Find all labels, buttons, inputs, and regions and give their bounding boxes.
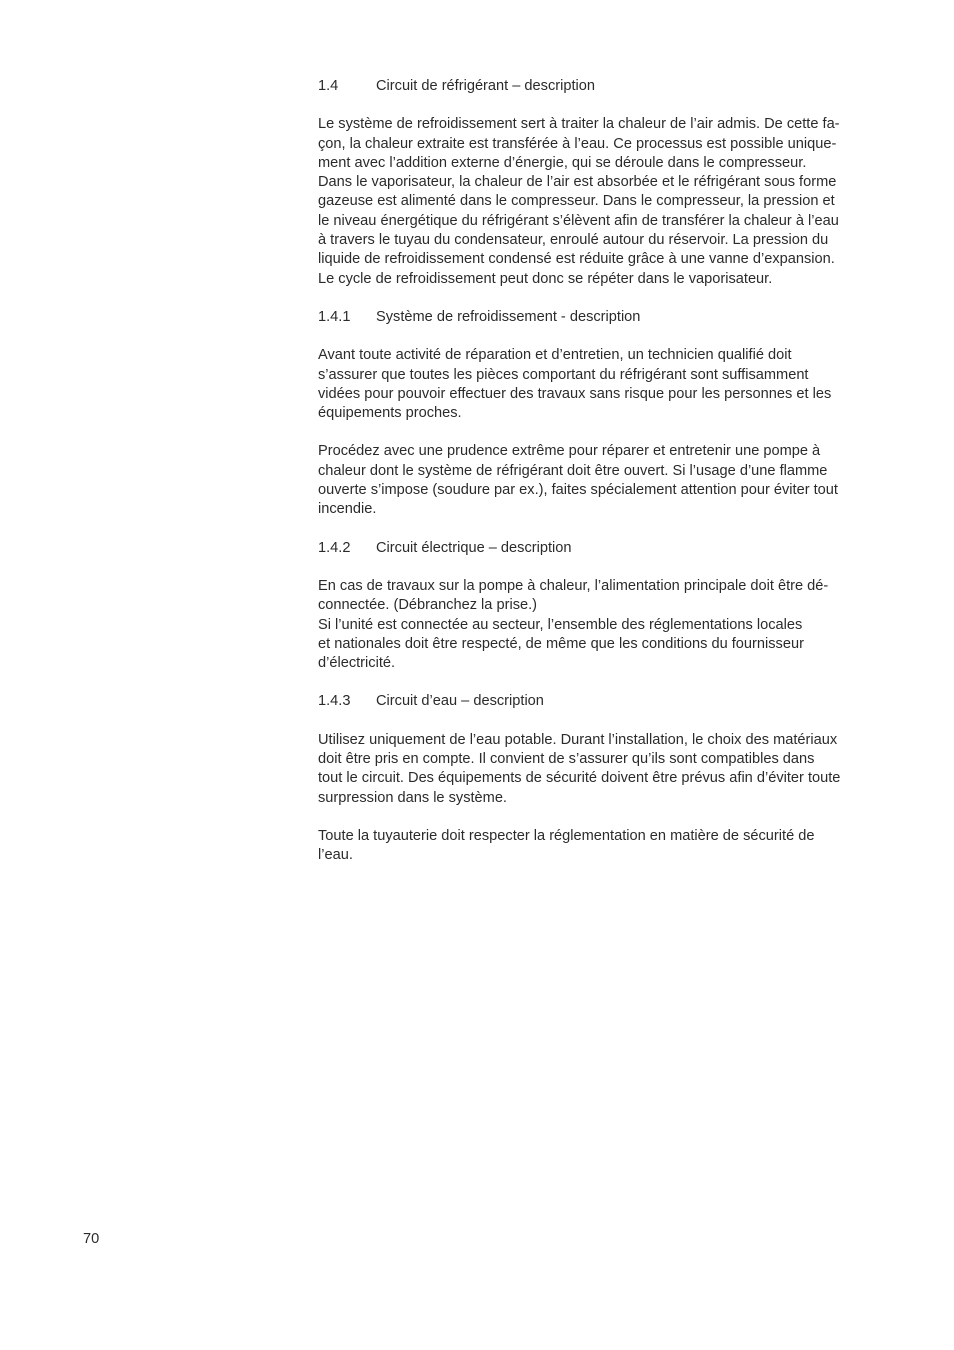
text-line: vidées pour pouvoir effectuer des travaux sans risque pour les personnes et les — [318, 385, 832, 402]
section-title: Circuit d’eau – description — [376, 693, 544, 710]
text-line: çon, la chaleur extraite est transférée à l’eau. Ce processus est possible unique- — [318, 135, 837, 152]
text-line: Si l’unité est connectée au secteur, l’ensemble des réglementations locales — [318, 616, 803, 633]
paragraph — [318, 827, 898, 866]
text-line: Toute la tuyauterie doit respecter la réglementation en matière de sécurité de — [318, 827, 815, 844]
section-title: Circuit électrique – description — [376, 539, 572, 556]
section-heading-1-4 — [318, 77, 898, 96]
section-heading-1-4-2 — [318, 539, 898, 558]
text-line: surpression dans le système. — [318, 789, 507, 806]
section-heading-1-4-1 — [318, 308, 898, 327]
paragraph — [318, 346, 898, 423]
page-number: 70 — [83, 1231, 100, 1247]
text-line: Procédez avec une prudence extrême pour réparer et entretenir une pompe à — [318, 443, 821, 460]
section-number: 1.4.2 — [318, 539, 351, 556]
text-line: d’électricité. — [318, 655, 396, 672]
text-line: ment avec l’addition externe d’énergie, qui se déroule dans le compresseur. — [318, 154, 807, 171]
document-body — [318, 77, 898, 885]
text-line: ouverte s’impose (soudure par ex.), faites spécialement attention pour éviter tout — [318, 482, 838, 499]
section-heading-1-4-3 — [318, 692, 898, 711]
paragraph — [318, 442, 898, 519]
text-line: Dans le vaporisateur, la chaleur de l’air est absorbée et le réfrigérant sous forme — [318, 174, 837, 191]
text-line: le niveau énergétique du réfrigérant s’élèvent afin de transférer la chaleur à l’eau — [318, 212, 839, 229]
text-line: incendie. — [318, 501, 377, 518]
text-line: Avant toute activité de réparation et d’entretien, un technicien qualifié doit — [318, 347, 792, 364]
text-line: liquide de refroidissement condensé est réduite grâce à une vanne d’expansion. — [318, 251, 835, 268]
section-number: 1.4.3 — [318, 693, 351, 710]
text-line: chaleur dont le système de réfrigérant doit être ouvert. Si l’usage d’une flamme — [318, 462, 828, 479]
section-number: 1.4 — [318, 78, 339, 94]
section-title: Système de refroidissement - description — [376, 308, 641, 325]
text-line: à travers le tuyau du condensateur, enroulé autour du réservoir. La pression du — [318, 232, 829, 249]
text-line: En cas de travaux sur la pompe à chaleur, l’alimentation principale doit être dé- — [318, 577, 829, 594]
section-number: 1.4.1 — [318, 308, 351, 325]
text-line: Le cycle de refroidissement peut donc se répéter dans le vaporisateur. — [318, 270, 773, 287]
text-line: l’eau. — [318, 847, 353, 864]
text-line: connectée. (Débranchez la prise.) — [318, 597, 538, 614]
text-line: s’assurer que toutes les pièces comportant du réfrigérant sont suffisamment — [318, 366, 809, 383]
paragraph — [318, 577, 898, 673]
text-line: et nationales doit être respecté, de même que les conditions du fournisseur — [318, 635, 804, 652]
paragraph — [318, 115, 898, 289]
text-line: Le système de refroidissement sert à traiter la chaleur de l’air admis. De cette fa- — [318, 116, 840, 133]
text-line: tout le circuit. Des équipements de sécurité doivent être prévus afin d’éviter toute — [318, 770, 841, 787]
text-line: Utilisez uniquement de l’eau potable. Durant l’installation, le choix des matériaux — [318, 731, 838, 748]
text-line: gazeuse est alimenté dans le compresseur. Dans le compresseur, la pression et — [318, 193, 835, 210]
text-line: équipements proches. — [318, 405, 462, 422]
text-line: doit être pris en compte. Il convient de s’assurer qu’ils sont compatibles dans — [318, 751, 815, 768]
section-title: Circuit de réfrigérant – description — [376, 78, 596, 94]
paragraph — [318, 731, 898, 808]
